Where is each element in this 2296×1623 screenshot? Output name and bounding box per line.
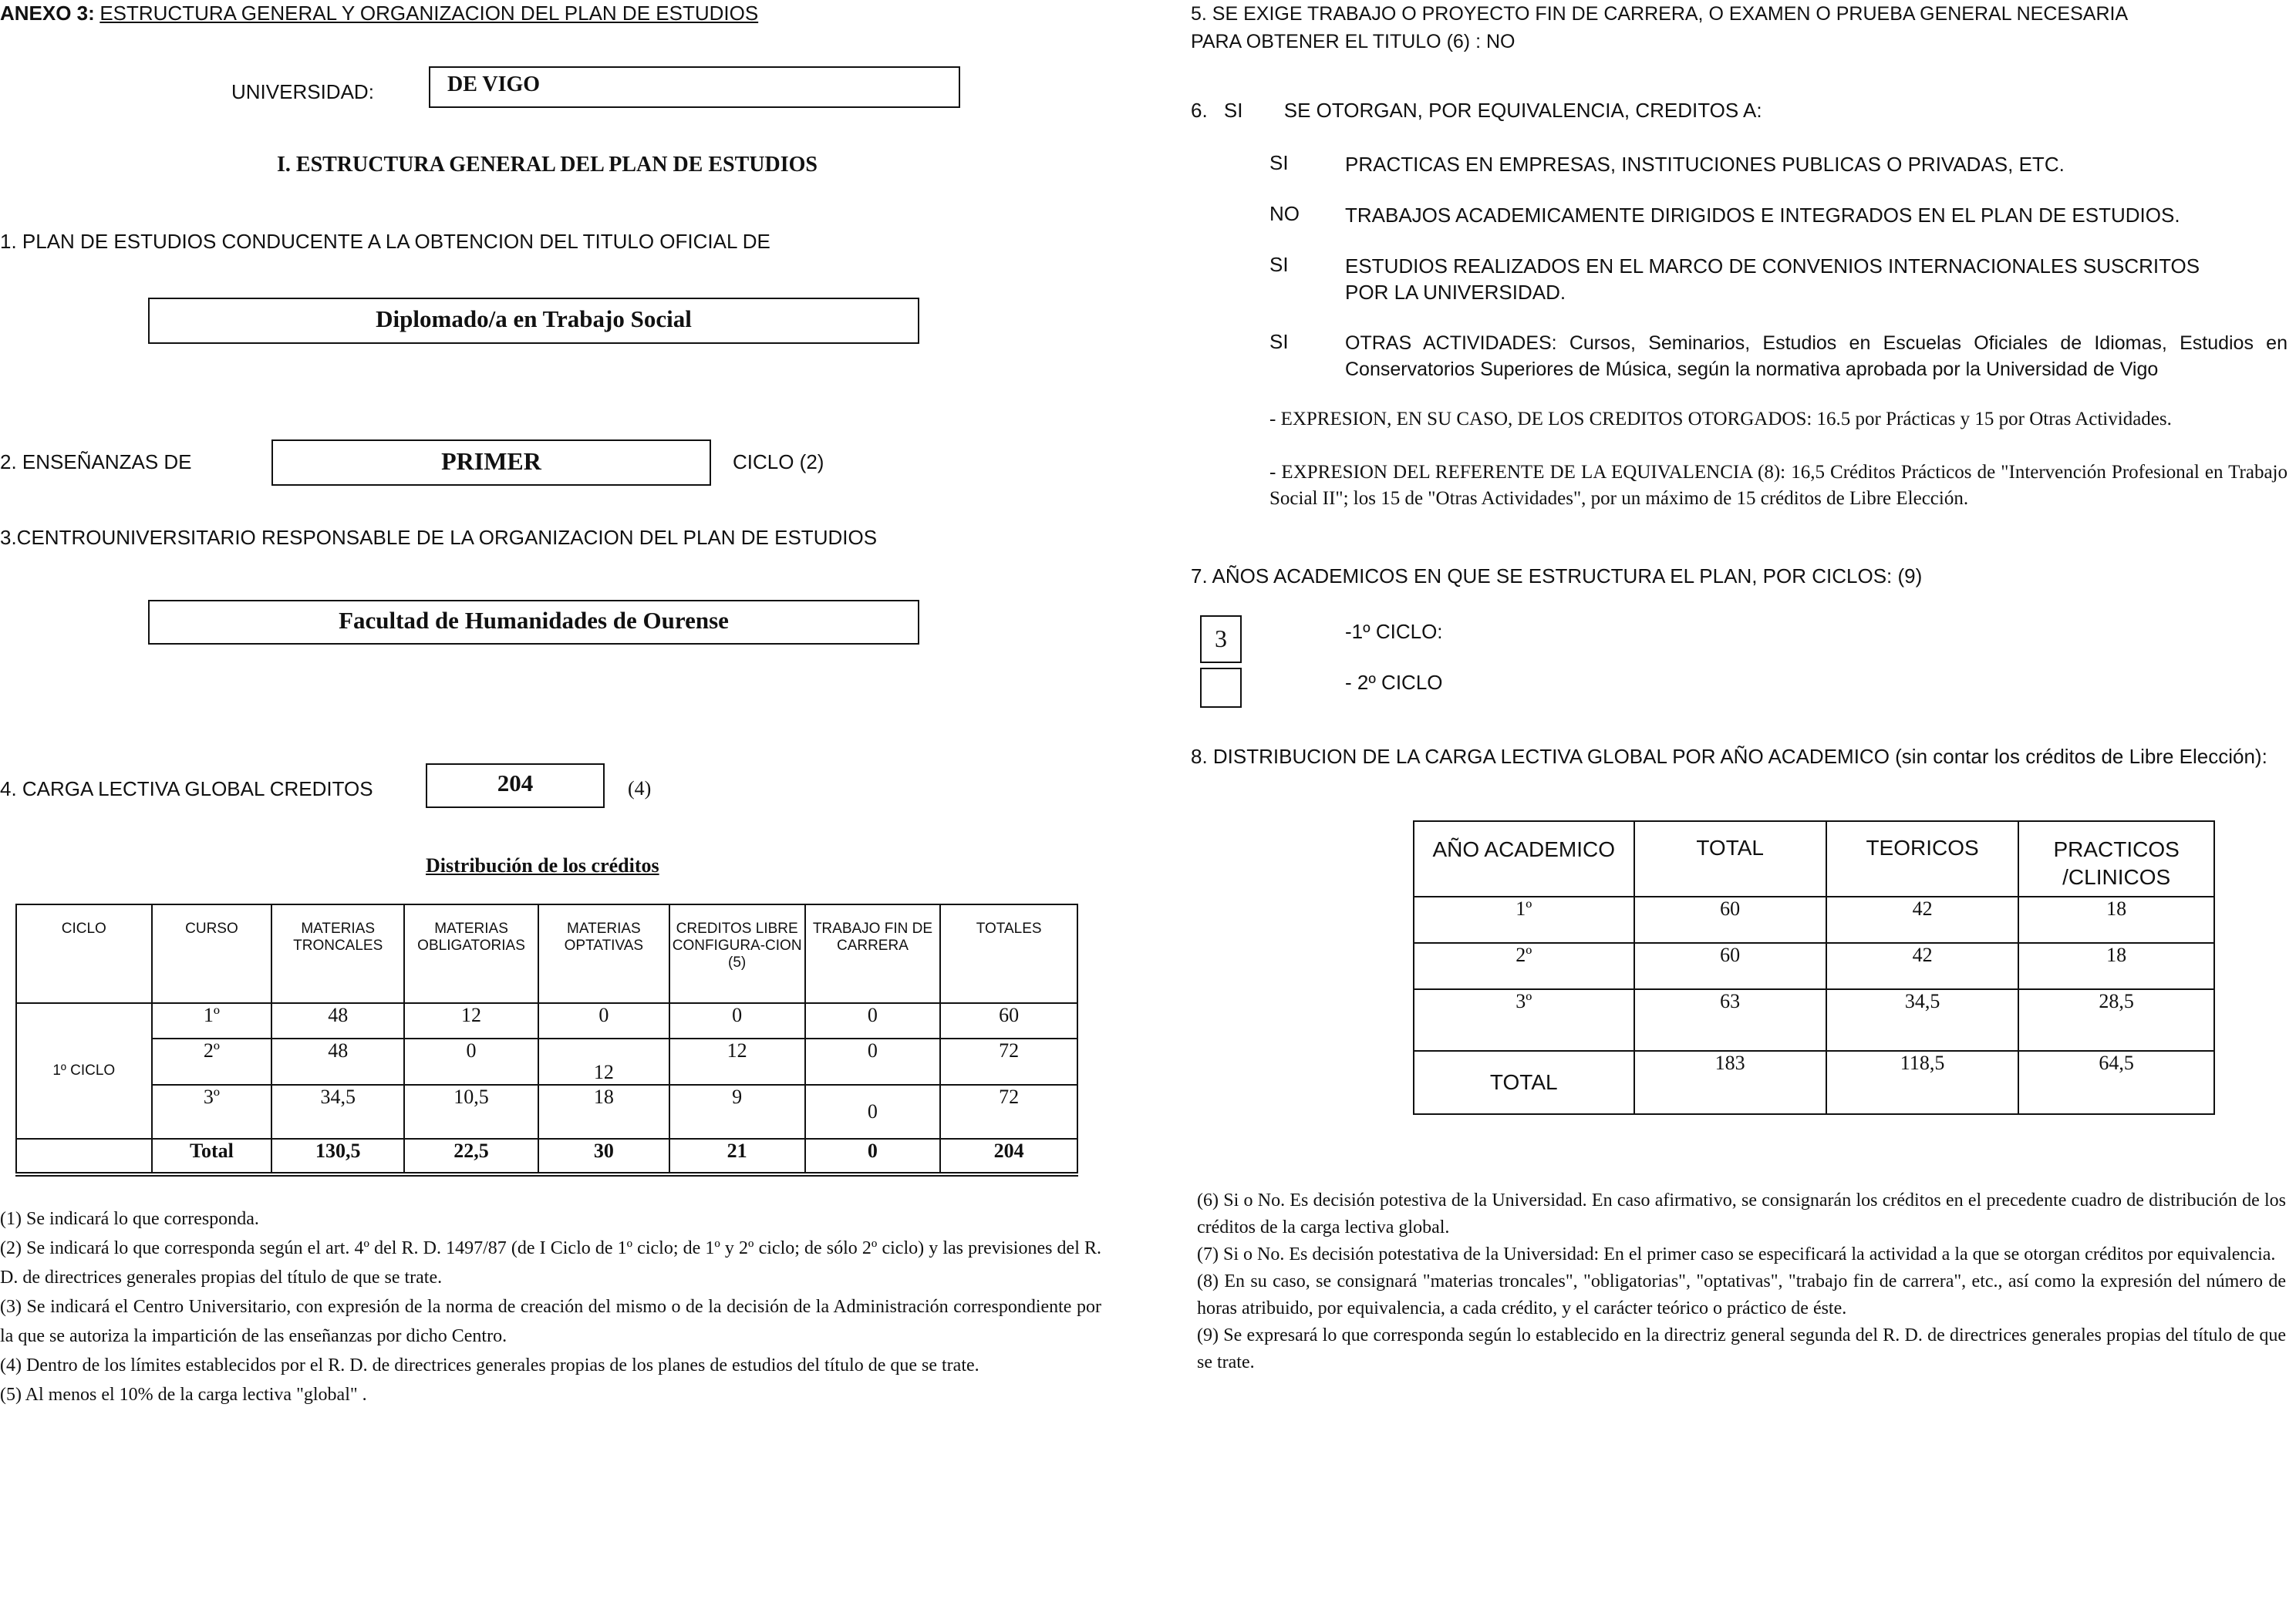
table-cell: 0: [805, 1085, 941, 1139]
table-cell: 60: [1634, 943, 1826, 989]
table-header-row: [16, 904, 1077, 1003]
q4-credits-label: 4. CARGA LECTIVA GLOBAL CREDITOS: [0, 777, 373, 800]
cycle2-years-box: [1200, 668, 1242, 708]
footnote: (3) Se indicará el Centro Universitario, con expresión de la norma de creación del mismo o de la decisión de la Administración correspondiente por la que se autoriza la impartición de las enseñanzas por dicho Centro.: [0, 1297, 1101, 1346]
table-cell: 72: [940, 1085, 1077, 1139]
table-cell: 0: [805, 1139, 941, 1173]
q6-heading: [1191, 99, 1762, 123]
equiv-flag: SI: [1269, 253, 1289, 276]
table-cell: 12: [404, 1003, 538, 1039]
center-value: Facultad de Humanidades de Ourense: [339, 607, 729, 634]
table-cell: 10,5: [404, 1085, 538, 1139]
table-cell: 60: [1634, 897, 1826, 943]
q3-center-question: 3.CENTROUNIVERSITARIO RESPONSABLE DE LA ORGANIZACION DEL PLAN DE ESTUDIOS: [0, 526, 878, 549]
table-cell: 21: [669, 1139, 805, 1173]
academic-year-table: [1413, 820, 2215, 1115]
table-cell: 130,5: [271, 1139, 404, 1173]
table-cell: 2º: [1414, 943, 1634, 989]
table-cell: 3º: [152, 1085, 272, 1139]
table-cell: 1º: [1414, 897, 1634, 943]
footnote: (8) En su caso, se consignará "materias troncales", "obligatorias", "optativas", "trabajo fin de carrera", etc., así como la expresión del número de horas atribuido, por equivalencia, a cada crédito, y el carácter teórico o práctico de éste.: [1197, 1271, 2286, 1318]
table-row: [16, 1039, 1077, 1085]
degree-title-box: [148, 298, 919, 344]
table-cell: 64,5: [2018, 1051, 2214, 1114]
university-value: DE VIGO: [447, 72, 541, 96]
annex-title: ESTRUCTURA GENERAL Y ORGANIZACION DEL PLAN DE ESTUDIOS: [99, 2, 759, 25]
header-cell: CICLO: [16, 904, 152, 1003]
table-cell: 60: [940, 1003, 1077, 1039]
equivalence-reference: - EXPRESION DEL REFERENTE DE LA EQUIVALENCIA (8): 16,5 Créditos Prácticos de "Intervención Profesional en Trabajo Social II"; los 15 de "Otras Actividades", por un máximo de 15 créditos de Libre Elección.: [1269, 462, 2288, 509]
table-cell: 9: [669, 1085, 805, 1139]
header-cell: CREDITOS LIBRE CONFIGURA-CION (5): [669, 904, 805, 1003]
credits-distribution-table: [15, 904, 1078, 1173]
university-box: [429, 66, 960, 108]
section-title: I. ESTRUCTURA GENERAL DEL PLAN DE ESTUDIOS: [277, 153, 818, 177]
header-cell: TEORICOS: [1826, 821, 2019, 897]
annex-label: ANEXO 3:: [0, 2, 95, 25]
table-cell: 1º: [152, 1003, 272, 1039]
q4-suffix: (4): [628, 777, 652, 800]
table-row: [1414, 989, 2214, 1051]
table-cell: 0: [404, 1039, 538, 1085]
equiv-flag: NO: [1269, 202, 1300, 225]
cycle2-label: - 2º CICLO: [1345, 671, 1443, 694]
table-row: [1414, 943, 2214, 989]
table-cell: 0: [805, 1003, 941, 1039]
table-cell: 18: [2018, 943, 2214, 989]
left-footnotes: [0, 1204, 1101, 1409]
q6-flag: SI: [1223, 99, 1243, 122]
table-total-row: [16, 1139, 1077, 1173]
footnote: (6) Si o No. Es decisión potestiva de la Universidad. En caso afirmativo, se consignarán los créditos en el precedente cuadro de distribución de los créditos de la carga lectiva global.: [1197, 1190, 2286, 1237]
q2-teaching-label: 2. ENSEÑANZAS DE: [0, 450, 192, 473]
credits-granted-expression: - EXPRESION, EN SU CASO, DE LOS CREDITOS OTORGADOS: 16.5 por Prácticas y 15 por Otras Actividades.: [1269, 409, 2172, 429]
table-cell: 42: [1826, 897, 2019, 943]
table-cell: [16, 1139, 152, 1173]
equiv-item-text: OTRAS ACTIVIDADES: Cursos, Seminarios, Estudios en Escuelas Oficiales de Idiomas, Estudios en Conservatorios Superiores de Música, según la normativa aprobada por la Universidad de Vigo: [1345, 332, 2288, 380]
equiv-item-text: PRACTICAS EN EMPRESAS, INSTITUCIONES PUBLICAS O PRIVADAS, ETC.: [1345, 153, 2065, 176]
table-cell: 28,5: [2018, 989, 2214, 1051]
table-cell: 42: [1826, 943, 2019, 989]
table-cell: 0: [669, 1003, 805, 1039]
total-label: Total: [152, 1139, 272, 1173]
center-box: [148, 600, 919, 645]
table-cell: 63: [1634, 989, 1826, 1051]
cycle-cell: 1º CICLO: [16, 1003, 152, 1139]
table-cell: 0: [805, 1039, 941, 1085]
equiv-flag: SI: [1269, 151, 1289, 174]
table-cell: 2º: [152, 1039, 272, 1085]
q5-line-1: 5. SE EXIGE TRABAJO O PROYECTO FIN DE CARRERA, O EXAMEN O PRUEBA GENERAL NECESARIA: [1191, 3, 2129, 25]
footnote: (1) Se indicará lo que corresponda.: [0, 1209, 259, 1229]
cycle-box: [271, 439, 711, 486]
table-row: [1414, 897, 2214, 943]
table-cell: 48: [271, 1003, 404, 1039]
cycle1-years-box: [1200, 615, 1242, 663]
q5-line-2: [1191, 28, 2128, 56]
table-cell: 30: [538, 1139, 669, 1173]
table-row: [16, 1003, 1077, 1039]
table-cell: 48: [271, 1039, 404, 1085]
q8-distribution-question: 8. DISTRIBUCION DE LA CARGA LECTIVA GLOBAL POR AÑO ACADEMICO (sin contar los créditos de Libre Elección):: [1191, 745, 2267, 768]
table-row: [16, 1085, 1077, 1139]
footnote: (4) Dentro de los límites establecidos por el R. D. de directrices generales propias de los planes de estudios del título de que se trate.: [0, 1355, 979, 1376]
q7-years-question: 7. AÑOS ACADEMICOS EN QUE SE ESTRUCTURA EL PLAN, POR CICLOS: (9): [1191, 564, 1923, 588]
table-cell: 118,5: [1826, 1051, 2019, 1114]
credits-box: [426, 763, 605, 808]
table-cell: 18: [2018, 897, 2214, 943]
credits-value: 204: [497, 769, 534, 796]
header-cell: TOTALES: [940, 904, 1077, 1003]
cycle-value: PRIMER: [441, 447, 541, 475]
table-cell: 18: [538, 1085, 669, 1139]
header-cell: PRACTICOS /CLINICOS: [2018, 821, 2214, 897]
q2-cycle-suffix: CICLO (2): [733, 450, 824, 473]
footnote: (9) Se expresará lo que corresponda según lo establecido en la directriz general segunda del R. D. de directrices generales propias del título de que se trate.: [1197, 1325, 2286, 1372]
table-cell: 34,5: [1826, 989, 2019, 1051]
equiv-item-text: TRABAJOS ACADEMICAMENTE DIRIGIDOS E INTEGRADOS EN EL PLAN DE ESTUDIOS.: [1345, 204, 2180, 227]
q5-value: NO: [1485, 31, 1515, 52]
q6-number: 6.: [1191, 99, 1208, 122]
table-header-row: [1414, 821, 2214, 897]
footnote: (2) Se indicará lo que corresponda según el art. 4º del R. D. 1497/87 (de I Ciclo de 1º ciclo; de 1º y 2º ciclo; de sólo 2º ciclo) y las previsiones del R. D. de directrices generales propias del título de que se trate.: [0, 1238, 1101, 1288]
table-total-row: [1414, 1051, 2214, 1114]
total-label: TOTAL: [1414, 1051, 1634, 1114]
table-bottom-rule: [15, 1175, 1078, 1177]
header-cell: AÑO ACADEMICO: [1414, 821, 1634, 897]
table-cell: 3º: [1414, 989, 1634, 1051]
header-cell: TRABAJO FIN DE CARRERA: [805, 904, 941, 1003]
annex-heading: [0, 2, 758, 25]
equiv-item-text: ESTUDIOS REALIZADOS EN EL MARCO DE CONVENIOS INTERNACIONALES SUSCRITOS POR LA UNIVERSIDAD.: [1345, 254, 2200, 304]
header-cell: MATERIAS OBLIGATORIAS: [404, 904, 538, 1003]
q6-text: SE OTORGAN, POR EQUIVALENCIA, CREDITOS A:: [1283, 99, 1762, 122]
q5-label: PARA OBTENER EL TITULO (6) :: [1191, 31, 1482, 52]
university-label: UNIVERSIDAD:: [231, 80, 374, 103]
table-cell: 12: [669, 1039, 805, 1085]
header-cell: CURSO: [152, 904, 272, 1003]
table-cell: 204: [940, 1139, 1077, 1173]
table-cell: 34,5: [271, 1085, 404, 1139]
table-cell: 22,5: [404, 1139, 538, 1173]
header-cell: TOTAL: [1634, 821, 1826, 897]
header-cell: MATERIAS OPTATIVAS: [538, 904, 669, 1003]
footnote: (5) Al menos el 10% de la carga lectiva "global" .: [0, 1385, 367, 1405]
table-cell: 183: [1634, 1051, 1826, 1114]
distribution-title: Distribución de los créditos: [426, 854, 659, 877]
right-footnotes: [1197, 1187, 2286, 1376]
cycle1-years-value: 3: [1215, 625, 1227, 652]
table-cell: 72: [940, 1039, 1077, 1085]
equiv-flag: SI: [1269, 330, 1289, 353]
degree-title: Diplomado/a en Trabajo Social: [376, 305, 692, 332]
q5-final-project: [1191, 0, 2128, 56]
footnote: (7) Si o No. Es decisión potestativa de la Universidad: En el primer caso se especificará la actividad a la que se otorgan créditos por equivalencia.: [1197, 1244, 2276, 1264]
cycle1-label: -1º CICLO:: [1345, 620, 1443, 643]
table-cell: 12: [538, 1039, 669, 1085]
header-cell: MATERIAS TRONCALES: [271, 904, 404, 1003]
table-cell: 0: [538, 1003, 669, 1039]
q1-plan-title-question: 1. PLAN DE ESTUDIOS CONDUCENTE A LA OBTENCION DEL TITULO OFICIAL DE: [0, 230, 770, 253]
